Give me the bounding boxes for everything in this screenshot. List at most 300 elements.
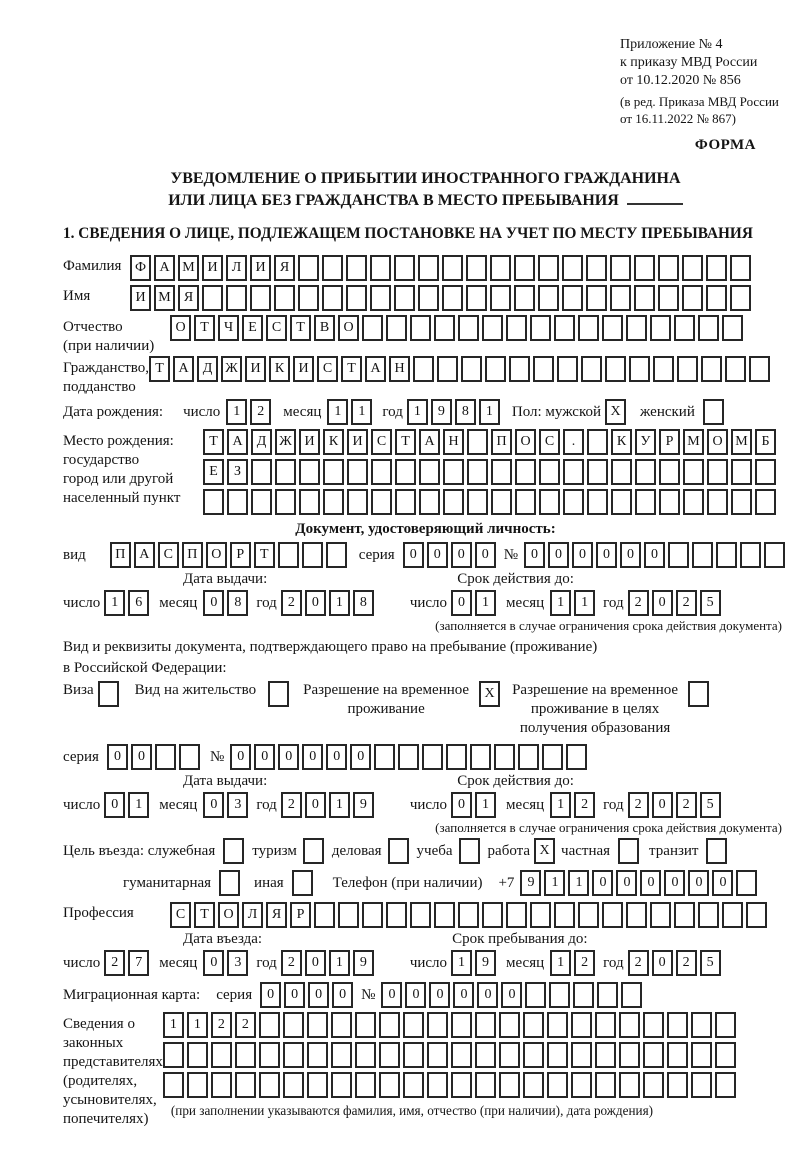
- char-box[interactable]: [322, 285, 343, 311]
- char-box[interactable]: [683, 459, 704, 485]
- char-box[interactable]: [226, 285, 247, 311]
- char-box[interactable]: [386, 902, 407, 928]
- char-box[interactable]: [499, 1012, 520, 1038]
- char-box[interactable]: [458, 315, 479, 341]
- char-box[interactable]: [331, 1042, 352, 1068]
- char-box[interactable]: Я: [266, 902, 287, 928]
- char-box[interactable]: 0: [107, 744, 128, 770]
- char-box[interactable]: [331, 1072, 352, 1098]
- char-box[interactable]: 9: [520, 870, 541, 896]
- char-box[interactable]: [518, 744, 539, 770]
- char-box[interactable]: [494, 744, 515, 770]
- char-box[interactable]: [610, 255, 631, 281]
- char-box[interactable]: 0: [451, 542, 472, 568]
- char-box[interactable]: [659, 489, 680, 515]
- char-box[interactable]: [355, 1072, 376, 1098]
- char-box[interactable]: [571, 1012, 592, 1038]
- char-box[interactable]: [326, 542, 347, 568]
- char-box[interactable]: 1: [128, 792, 149, 818]
- char-box[interactable]: 2: [104, 950, 125, 976]
- char-box[interactable]: [235, 1072, 256, 1098]
- char-box[interactable]: 2: [574, 792, 595, 818]
- char-box[interactable]: 0: [254, 744, 275, 770]
- char-box[interactable]: [451, 1072, 472, 1098]
- char-box[interactable]: [554, 315, 575, 341]
- char-box[interactable]: [764, 542, 785, 568]
- char-box[interactable]: [611, 459, 632, 485]
- char-box[interactable]: [621, 982, 642, 1008]
- char-box[interactable]: [203, 489, 224, 515]
- char-box[interactable]: [314, 902, 335, 928]
- char-box[interactable]: 8: [353, 590, 374, 616]
- char-box[interactable]: 1: [351, 399, 372, 425]
- char-box[interactable]: [587, 429, 608, 455]
- char-box[interactable]: [595, 1072, 616, 1098]
- char-box[interactable]: Е: [203, 459, 224, 485]
- char-box[interactable]: 9: [475, 950, 496, 976]
- char-box[interactable]: [563, 459, 584, 485]
- char-box[interactable]: [643, 1012, 664, 1038]
- char-box[interactable]: [355, 1012, 376, 1038]
- char-box[interactable]: [515, 459, 536, 485]
- char-box[interactable]: О: [170, 315, 191, 341]
- checkbox-residence-permit[interactable]: [268, 681, 289, 707]
- char-box[interactable]: [715, 1042, 736, 1068]
- char-box[interactable]: 1: [327, 399, 348, 425]
- char-box[interactable]: [259, 1072, 280, 1098]
- char-box[interactable]: 1: [568, 870, 589, 896]
- char-box[interactable]: [187, 1072, 208, 1098]
- char-box[interactable]: 2: [628, 950, 649, 976]
- char-box[interactable]: [691, 1072, 712, 1098]
- char-box[interactable]: [562, 285, 583, 311]
- char-box[interactable]: [371, 459, 392, 485]
- char-box[interactable]: 8: [227, 590, 248, 616]
- char-box[interactable]: 6: [128, 590, 149, 616]
- char-box[interactable]: [451, 1042, 472, 1068]
- char-box[interactable]: 0: [403, 542, 424, 568]
- char-box[interactable]: Т: [395, 429, 416, 455]
- char-box[interactable]: А: [419, 429, 440, 455]
- char-box[interactable]: Т: [149, 356, 170, 382]
- char-box[interactable]: 1: [479, 399, 500, 425]
- char-box[interactable]: П: [182, 542, 203, 568]
- char-box[interactable]: [538, 255, 559, 281]
- char-box[interactable]: [475, 1012, 496, 1038]
- char-box[interactable]: [725, 356, 746, 382]
- char-box[interactable]: [298, 255, 319, 281]
- checkbox-purpose-transit[interactable]: [706, 838, 727, 864]
- char-box[interactable]: Т: [341, 356, 362, 382]
- char-box[interactable]: [698, 315, 719, 341]
- char-box[interactable]: 1: [550, 792, 571, 818]
- char-box[interactable]: [547, 1072, 568, 1098]
- char-box[interactable]: [658, 285, 679, 311]
- char-box[interactable]: [667, 1042, 688, 1068]
- char-box[interactable]: [515, 489, 536, 515]
- char-box[interactable]: 0: [620, 542, 641, 568]
- char-box[interactable]: 1: [550, 590, 571, 616]
- char-box[interactable]: [163, 1072, 184, 1098]
- char-box[interactable]: [211, 1072, 232, 1098]
- char-box[interactable]: [307, 1042, 328, 1068]
- char-box[interactable]: 1: [104, 590, 125, 616]
- char-box[interactable]: [514, 285, 535, 311]
- char-box[interactable]: 0: [305, 590, 326, 616]
- char-box[interactable]: Т: [203, 429, 224, 455]
- char-box[interactable]: 2: [676, 590, 697, 616]
- char-box[interactable]: [475, 1072, 496, 1098]
- char-box[interactable]: [605, 356, 626, 382]
- char-box[interactable]: [730, 285, 751, 311]
- char-box[interactable]: Н: [443, 429, 464, 455]
- char-box[interactable]: [461, 356, 482, 382]
- char-box[interactable]: У: [635, 429, 656, 455]
- char-box[interactable]: [427, 1012, 448, 1038]
- char-box[interactable]: Т: [254, 542, 275, 568]
- checkbox-purpose-humanitarian[interactable]: [219, 870, 240, 896]
- char-box[interactable]: 1: [550, 950, 571, 976]
- char-box[interactable]: [187, 1042, 208, 1068]
- char-box[interactable]: [458, 902, 479, 928]
- char-box[interactable]: К: [269, 356, 290, 382]
- char-box[interactable]: 0: [302, 744, 323, 770]
- char-box[interactable]: О: [515, 429, 536, 455]
- char-box[interactable]: [523, 1012, 544, 1038]
- char-box[interactable]: [259, 1012, 280, 1038]
- char-box[interactable]: [443, 459, 464, 485]
- char-box[interactable]: [578, 315, 599, 341]
- char-box[interactable]: 0: [427, 542, 448, 568]
- char-box[interactable]: [587, 459, 608, 485]
- char-box[interactable]: Н: [389, 356, 410, 382]
- char-box[interactable]: [274, 285, 295, 311]
- char-box[interactable]: 0: [451, 590, 472, 616]
- char-box[interactable]: 0: [596, 542, 617, 568]
- char-box[interactable]: [331, 1012, 352, 1038]
- checkbox-purpose-business[interactable]: [388, 838, 409, 864]
- char-box[interactable]: [626, 902, 647, 928]
- char-box[interactable]: [674, 902, 695, 928]
- char-box[interactable]: [581, 356, 602, 382]
- char-box[interactable]: А: [134, 542, 155, 568]
- char-box[interactable]: 0: [453, 982, 474, 1008]
- char-box[interactable]: К: [611, 429, 632, 455]
- char-box[interactable]: [707, 459, 728, 485]
- char-box[interactable]: 0: [381, 982, 402, 1008]
- char-box[interactable]: [698, 902, 719, 928]
- char-box[interactable]: 2: [211, 1012, 232, 1038]
- char-box[interactable]: [259, 1042, 280, 1068]
- char-box[interactable]: О: [707, 429, 728, 455]
- char-box[interactable]: А: [154, 255, 175, 281]
- char-box[interactable]: 9: [353, 792, 374, 818]
- char-box[interactable]: [659, 459, 680, 485]
- char-box[interactable]: [413, 356, 434, 382]
- char-box[interactable]: [410, 315, 431, 341]
- char-box[interactable]: [715, 1072, 736, 1098]
- char-box[interactable]: [275, 489, 296, 515]
- char-box[interactable]: А: [227, 429, 248, 455]
- char-box[interactable]: [525, 982, 546, 1008]
- char-box[interactable]: 7: [128, 950, 149, 976]
- char-box[interactable]: [523, 1042, 544, 1068]
- char-box[interactable]: 9: [353, 950, 374, 976]
- char-box[interactable]: [394, 285, 415, 311]
- char-box[interactable]: [554, 902, 575, 928]
- char-box[interactable]: [410, 902, 431, 928]
- char-box[interactable]: [677, 356, 698, 382]
- char-box[interactable]: [347, 489, 368, 515]
- char-box[interactable]: [379, 1012, 400, 1038]
- char-box[interactable]: 0: [477, 982, 498, 1008]
- char-box[interactable]: [275, 459, 296, 485]
- char-box[interactable]: [597, 982, 618, 1008]
- char-box[interactable]: [451, 1012, 472, 1038]
- char-box[interactable]: [701, 356, 722, 382]
- char-box[interactable]: [490, 285, 511, 311]
- char-box[interactable]: 1: [329, 792, 350, 818]
- char-box[interactable]: [683, 489, 704, 515]
- char-box[interactable]: [323, 459, 344, 485]
- char-box[interactable]: 2: [281, 950, 302, 976]
- char-box[interactable]: 0: [652, 792, 673, 818]
- char-box[interactable]: Я: [178, 285, 199, 311]
- char-box[interactable]: [549, 982, 570, 1008]
- char-box[interactable]: Л: [242, 902, 263, 928]
- char-box[interactable]: И: [130, 285, 151, 311]
- char-box[interactable]: И: [299, 429, 320, 455]
- char-box[interactable]: [557, 356, 578, 382]
- char-box[interactable]: [338, 902, 359, 928]
- char-box[interactable]: [467, 429, 488, 455]
- char-box[interactable]: 0: [548, 542, 569, 568]
- char-box[interactable]: В: [314, 315, 335, 341]
- char-box[interactable]: [722, 315, 743, 341]
- checkbox-purpose-tourism[interactable]: [303, 838, 324, 864]
- char-box[interactable]: 9: [431, 399, 452, 425]
- char-box[interactable]: [547, 1012, 568, 1038]
- char-box[interactable]: 0: [350, 744, 371, 770]
- char-box[interactable]: [491, 459, 512, 485]
- char-box[interactable]: [422, 744, 443, 770]
- char-box[interactable]: [755, 489, 776, 515]
- char-box[interactable]: [668, 542, 689, 568]
- char-box[interactable]: 0: [203, 950, 224, 976]
- char-box[interactable]: [419, 489, 440, 515]
- char-box[interactable]: [211, 1042, 232, 1068]
- char-box[interactable]: С: [158, 542, 179, 568]
- char-box[interactable]: Б: [755, 429, 776, 455]
- char-box[interactable]: 0: [326, 744, 347, 770]
- char-box[interactable]: [538, 285, 559, 311]
- char-box[interactable]: И: [250, 255, 271, 281]
- char-box[interactable]: [530, 315, 551, 341]
- char-box[interactable]: А: [173, 356, 194, 382]
- char-box[interactable]: [346, 285, 367, 311]
- char-box[interactable]: [539, 489, 560, 515]
- char-box[interactable]: [278, 542, 299, 568]
- char-box[interactable]: 0: [592, 870, 613, 896]
- char-box[interactable]: [634, 255, 655, 281]
- char-box[interactable]: [398, 744, 419, 770]
- char-box[interactable]: [707, 489, 728, 515]
- char-box[interactable]: [691, 1042, 712, 1068]
- char-box[interactable]: [403, 1072, 424, 1098]
- char-box[interactable]: [635, 489, 656, 515]
- char-box[interactable]: [467, 459, 488, 485]
- char-box[interactable]: [475, 1042, 496, 1068]
- char-box[interactable]: [658, 255, 679, 281]
- char-box[interactable]: [418, 255, 439, 281]
- char-box[interactable]: З: [227, 459, 248, 485]
- char-box[interactable]: [506, 315, 527, 341]
- checkbox-temp-permit-edu[interactable]: [688, 681, 709, 707]
- char-box[interactable]: [362, 902, 383, 928]
- char-box[interactable]: [602, 315, 623, 341]
- char-box[interactable]: [250, 285, 271, 311]
- char-box[interactable]: [482, 315, 503, 341]
- char-box[interactable]: С: [170, 902, 191, 928]
- char-box[interactable]: [731, 459, 752, 485]
- char-box[interactable]: О: [338, 315, 359, 341]
- char-box[interactable]: [547, 1042, 568, 1068]
- char-box[interactable]: [595, 1012, 616, 1038]
- char-box[interactable]: Т: [194, 315, 215, 341]
- char-box[interactable]: [386, 315, 407, 341]
- char-box[interactable]: 1: [163, 1012, 184, 1038]
- char-box[interactable]: [533, 356, 554, 382]
- char-box[interactable]: [746, 902, 767, 928]
- char-box[interactable]: 0: [429, 982, 450, 1008]
- char-box[interactable]: И: [347, 429, 368, 455]
- char-box[interactable]: С: [266, 315, 287, 341]
- char-box[interactable]: 1: [187, 1012, 208, 1038]
- char-box[interactable]: [419, 459, 440, 485]
- char-box[interactable]: Л: [226, 255, 247, 281]
- char-box[interactable]: 0: [230, 744, 251, 770]
- char-box[interactable]: 1: [544, 870, 565, 896]
- char-box[interactable]: [731, 489, 752, 515]
- char-box[interactable]: 1: [226, 399, 247, 425]
- char-box[interactable]: 0: [652, 950, 673, 976]
- char-box[interactable]: [370, 285, 391, 311]
- char-box[interactable]: [611, 489, 632, 515]
- char-box[interactable]: [371, 489, 392, 515]
- char-box[interactable]: И: [245, 356, 266, 382]
- char-box[interactable]: П: [491, 429, 512, 455]
- char-box[interactable]: Т: [194, 902, 215, 928]
- char-box[interactable]: 0: [644, 542, 665, 568]
- char-box[interactable]: [446, 744, 467, 770]
- char-box[interactable]: [490, 255, 511, 281]
- char-box[interactable]: К: [323, 429, 344, 455]
- char-box[interactable]: 1: [329, 950, 350, 976]
- char-box[interactable]: О: [206, 542, 227, 568]
- char-box[interactable]: Ф: [130, 255, 151, 281]
- char-box[interactable]: [394, 255, 415, 281]
- char-box[interactable]: И: [202, 255, 223, 281]
- char-box[interactable]: 0: [652, 590, 673, 616]
- char-box[interactable]: С: [539, 429, 560, 455]
- char-box[interactable]: 0: [475, 542, 496, 568]
- char-box[interactable]: 0: [203, 792, 224, 818]
- char-box[interactable]: [650, 902, 671, 928]
- char-box[interactable]: [643, 1042, 664, 1068]
- char-box[interactable]: [619, 1072, 640, 1098]
- char-box[interactable]: [427, 1072, 448, 1098]
- checkbox-temp-permit[interactable]: X: [479, 681, 500, 707]
- char-box[interactable]: [403, 1042, 424, 1068]
- char-box[interactable]: [667, 1012, 688, 1038]
- char-box[interactable]: [499, 1072, 520, 1098]
- char-box[interactable]: [323, 489, 344, 515]
- char-box[interactable]: [379, 1072, 400, 1098]
- char-box[interactable]: 0: [305, 792, 326, 818]
- char-box[interactable]: М: [154, 285, 175, 311]
- checkbox-purpose-work[interactable]: X: [534, 838, 555, 864]
- char-box[interactable]: [299, 459, 320, 485]
- char-box[interactable]: [362, 315, 383, 341]
- char-box[interactable]: [466, 285, 487, 311]
- char-box[interactable]: [736, 870, 757, 896]
- char-box[interactable]: [706, 255, 727, 281]
- char-box[interactable]: 0: [278, 744, 299, 770]
- char-box[interactable]: 0: [501, 982, 522, 1008]
- char-box[interactable]: [563, 489, 584, 515]
- char-box[interactable]: [571, 1042, 592, 1068]
- char-box[interactable]: [355, 1042, 376, 1068]
- char-box[interactable]: М: [683, 429, 704, 455]
- char-box[interactable]: [587, 489, 608, 515]
- char-box[interactable]: [437, 356, 458, 382]
- char-box[interactable]: [602, 902, 623, 928]
- char-box[interactable]: [499, 1042, 520, 1068]
- char-box[interactable]: [434, 902, 455, 928]
- char-box[interactable]: 2: [628, 590, 649, 616]
- char-box[interactable]: [610, 285, 631, 311]
- char-box[interactable]: Д: [251, 429, 272, 455]
- char-box[interactable]: [395, 489, 416, 515]
- char-box[interactable]: 2: [676, 950, 697, 976]
- char-box[interactable]: [427, 1042, 448, 1068]
- char-box[interactable]: 1: [574, 590, 595, 616]
- char-box[interactable]: 1: [475, 590, 496, 616]
- char-box[interactable]: [539, 459, 560, 485]
- char-box[interactable]: [163, 1042, 184, 1068]
- char-box[interactable]: [302, 542, 323, 568]
- char-box[interactable]: [530, 902, 551, 928]
- char-box[interactable]: [227, 489, 248, 515]
- char-box[interactable]: [674, 315, 695, 341]
- char-box[interactable]: [682, 285, 703, 311]
- char-box[interactable]: 2: [676, 792, 697, 818]
- char-box[interactable]: [692, 542, 713, 568]
- char-box[interactable]: [283, 1072, 304, 1098]
- char-box[interactable]: [573, 982, 594, 1008]
- char-box[interactable]: [485, 356, 506, 382]
- char-box[interactable]: М: [731, 429, 752, 455]
- char-box[interactable]: [682, 255, 703, 281]
- checkbox-purpose-study[interactable]: [459, 838, 480, 864]
- char-box[interactable]: Р: [290, 902, 311, 928]
- char-box[interactable]: 3: [227, 792, 248, 818]
- char-box[interactable]: Р: [659, 429, 680, 455]
- char-box[interactable]: Р: [230, 542, 251, 568]
- char-box[interactable]: [283, 1012, 304, 1038]
- checkbox-purpose-private[interactable]: [618, 838, 639, 864]
- char-box[interactable]: .: [563, 429, 584, 455]
